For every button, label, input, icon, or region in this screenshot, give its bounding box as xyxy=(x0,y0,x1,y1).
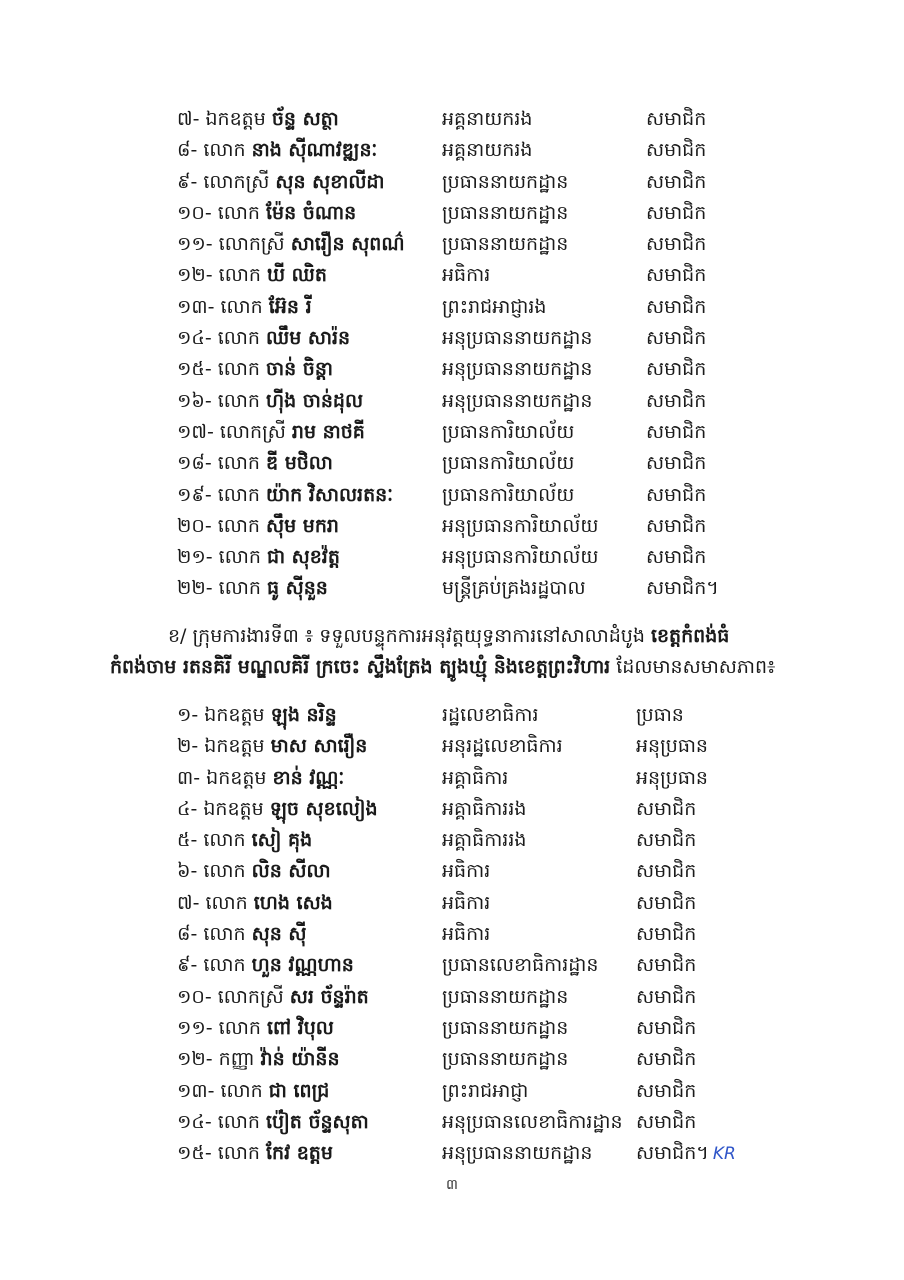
member-name: ឃី ឈិត xyxy=(266,264,327,287)
member-number: ៧- xyxy=(177,891,200,914)
member-role-text: សមាជិក xyxy=(646,233,707,256)
member-title: លោកស្រី xyxy=(219,420,286,443)
member-role-text: សមាជិក xyxy=(646,170,707,193)
member-row xyxy=(0,731,904,762)
member-name-cell xyxy=(177,700,427,731)
member-title: លោកស្រី xyxy=(217,985,284,1008)
member-name-cell xyxy=(177,480,427,511)
member-role-text: សមាជិក xyxy=(636,797,697,820)
member-role-text: សមាជិក xyxy=(646,420,707,443)
member-title: ឯកឧត្តម xyxy=(204,735,265,758)
member-role xyxy=(636,1076,786,1107)
member-title: លោក xyxy=(218,577,261,600)
member-role-text: សមាជិក xyxy=(646,327,707,350)
member-role-text: សមាជិក xyxy=(636,1110,697,1133)
member-name-cell xyxy=(177,825,427,856)
member-name-cell xyxy=(177,731,427,762)
member-row xyxy=(0,950,904,981)
member-row xyxy=(0,260,904,291)
member-role-text: សមាជិក xyxy=(646,108,707,130)
member-name-cell xyxy=(177,542,427,573)
member-name: សៀ គុង xyxy=(251,829,313,852)
member-title: ឯកឧត្តម xyxy=(205,108,266,130)
member-name: ប៉ៀត ច័ន្ទសុតា xyxy=(266,1110,369,1133)
member-role xyxy=(636,919,786,950)
member-role xyxy=(646,198,796,229)
member-name-cell xyxy=(177,354,427,385)
member-name-cell xyxy=(177,1076,427,1107)
member-position: រដ្ឋលេខាធិការ xyxy=(442,704,539,726)
member-number: ១៨- xyxy=(177,452,212,475)
member-list-2 xyxy=(0,700,904,1169)
member-role xyxy=(646,104,796,135)
member-role-text: សមាជិក។ xyxy=(646,577,719,600)
member-name-cell xyxy=(177,511,427,542)
member-position: ប្រធាននាយកដ្ឋាន xyxy=(442,985,569,1008)
member-number: ១៤- xyxy=(177,327,212,350)
member-title: លោក xyxy=(203,923,246,946)
member-name: ជា ពេជ្រ xyxy=(268,1079,330,1102)
member-number: ១- xyxy=(177,704,199,726)
member-name: ម៉ែន ចំណាន xyxy=(266,201,357,224)
member-row xyxy=(0,511,904,542)
member-role xyxy=(636,1107,786,1138)
member-name: ស៊ឹម មករា xyxy=(266,514,339,537)
member-number: ៨- xyxy=(177,139,198,162)
member-row xyxy=(0,794,904,825)
member-title: លោក xyxy=(203,829,246,852)
member-name: សុន ស៊ី xyxy=(251,923,307,946)
member-name: វ៉ាន់ យ៉ានីន xyxy=(260,1048,340,1071)
member-role xyxy=(636,950,786,981)
member-role xyxy=(646,354,796,385)
member-name-cell xyxy=(177,856,427,887)
member-row xyxy=(0,448,904,479)
member-number: ៦- xyxy=(177,860,198,883)
member-title: លោក xyxy=(217,389,260,412)
member-name: សារឿន សុពណ៌ xyxy=(290,233,405,256)
member-name: ជា សុខវ៉ត្ត xyxy=(266,546,340,569)
member-role-text: សមាជិក xyxy=(636,985,697,1008)
member-position: អនុប្រធានការិយាល័យ xyxy=(442,546,599,569)
handwritten-initials: KR xyxy=(712,1144,736,1165)
member-name-cell xyxy=(177,448,427,479)
member-role-text: សមាជិក xyxy=(646,139,707,162)
member-name: ឡុច សុខលៀង xyxy=(269,797,378,820)
member-name: យ៉ាក វិសាលរតនៈ xyxy=(266,483,394,506)
member-row xyxy=(0,1076,904,1107)
member-role-text: សមាជិក xyxy=(646,452,707,475)
member-name: ហ៊ីង ចាន់ដុល xyxy=(266,389,364,412)
member-position: អគ្គាធិការរង xyxy=(442,797,527,820)
member-row xyxy=(0,542,904,573)
member-position: ប្រធាននាយកដ្ឋាន xyxy=(442,201,569,224)
member-number: ១៦- xyxy=(177,389,212,412)
member-name: សរ ច័ន្ទរ៉ាត xyxy=(289,985,369,1008)
member-role xyxy=(636,763,786,794)
member-role xyxy=(646,448,796,479)
member-name-cell xyxy=(177,763,427,794)
member-row xyxy=(0,888,904,919)
member-title: លោក xyxy=(217,1110,260,1133)
member-name-cell xyxy=(177,135,427,166)
member-role xyxy=(646,417,796,448)
member-number: ២១- xyxy=(177,546,213,569)
member-position: អនុប្រធាននាយកដ្ឋាន xyxy=(442,1142,593,1165)
member-name-cell xyxy=(177,573,427,604)
member-title: លោក xyxy=(217,483,260,506)
member-row xyxy=(0,354,904,385)
member-title: ឯកឧត្តម xyxy=(206,766,267,789)
member-role xyxy=(646,323,796,354)
member-name-cell xyxy=(177,198,427,229)
member-number: ២- xyxy=(177,735,199,758)
member-row xyxy=(0,982,904,1013)
member-title: លោក xyxy=(217,452,260,475)
member-role-text: សមាជិក xyxy=(636,1079,697,1102)
member-title: លោក xyxy=(220,295,263,318)
member-role-text: សមាជិក xyxy=(646,389,707,412)
member-name: មាស សារឿន xyxy=(270,735,368,758)
member-title: លោក xyxy=(218,1016,261,1039)
member-position: អធិការ xyxy=(442,891,491,914)
member-title: លោក xyxy=(203,139,246,162)
member-role xyxy=(636,888,786,919)
member-name-cell xyxy=(177,386,427,417)
member-number: ១៤- xyxy=(177,1110,212,1133)
member-role xyxy=(646,542,796,573)
member-role-text: សមាជិក xyxy=(646,358,707,381)
member-title: លោក xyxy=(205,891,248,914)
member-role-text: សមាជិក xyxy=(646,264,707,287)
member-position: មន្ត្រីគ្រប់គ្រងរដ្ឋបាល xyxy=(442,577,586,600)
member-name-cell xyxy=(177,888,427,919)
member-role-text: សមាជិក xyxy=(636,891,697,914)
member-role-text: សមាជិក xyxy=(636,1048,697,1071)
member-name-cell xyxy=(177,229,427,260)
member-position: ប្រធាននាយកដ្ឋាន xyxy=(442,1016,569,1039)
member-role xyxy=(636,794,786,825)
member-name: ពៅ វិបុល xyxy=(266,1016,334,1039)
member-row xyxy=(0,198,904,229)
member-row xyxy=(0,323,904,354)
member-title: ឯកឧត្តម xyxy=(203,797,264,820)
member-row xyxy=(0,856,904,887)
member-number: ២២- xyxy=(177,577,213,600)
member-position: អគ្គនាយករង xyxy=(442,139,533,162)
member-role xyxy=(646,229,796,260)
member-name: សុន សុខាលីដា xyxy=(275,170,385,193)
member-name-cell xyxy=(177,417,427,448)
member-role xyxy=(646,480,796,511)
member-position: ប្រធាននាយកដ្ឋាន xyxy=(442,170,569,193)
member-title: លោកស្រី xyxy=(203,170,270,193)
member-number: ៤- xyxy=(177,797,198,820)
member-number: ១៣- xyxy=(177,295,215,318)
member-name-cell xyxy=(177,260,427,291)
member-name-cell xyxy=(177,950,427,981)
member-position: ព្រះរាជអាជ្ញា xyxy=(442,1079,529,1102)
member-title: លោក xyxy=(217,201,260,224)
member-row xyxy=(0,292,904,323)
section-2-lead: ខ/ ក្រុមការងារទី៣ ៖ ទទួលបន្ទុកការអនុវត្តយុទ្ធនាការនៅសាលាដំបូង xyxy=(168,625,645,647)
member-role-text: សមាជិក xyxy=(646,546,707,569)
member-number: ១១- xyxy=(177,233,213,256)
member-list-1 xyxy=(0,104,904,605)
member-name: ឈឹម សារ៉ន xyxy=(266,327,351,350)
member-role xyxy=(636,1138,786,1170)
member-role xyxy=(636,856,786,887)
member-role xyxy=(646,386,796,417)
member-number: ៨- xyxy=(177,923,198,946)
section-2-tail: ដែលមានសមាសភាព៖ xyxy=(616,656,776,678)
member-number: ១៣- xyxy=(177,1079,215,1102)
member-position: អធិការ xyxy=(442,860,491,883)
member-name-cell xyxy=(177,919,427,950)
member-title: ឯកឧត្តម xyxy=(204,704,265,726)
member-name-cell xyxy=(177,794,427,825)
member-position: អនុប្រធានលេខាធិការដ្ឋាន xyxy=(442,1110,623,1133)
member-name: រាម នាថគី xyxy=(291,420,365,443)
member-title: លោក xyxy=(220,1079,263,1102)
member-role xyxy=(636,825,786,856)
member-name: ចាន់ ចិន្តា xyxy=(266,358,333,381)
member-role-text: សមាជិក xyxy=(636,860,697,883)
member-row xyxy=(0,1107,904,1138)
member-row xyxy=(0,1138,904,1169)
member-position: អនុប្រធាននាយកដ្ឋាន xyxy=(442,358,593,381)
member-row xyxy=(0,167,904,198)
member-name-cell xyxy=(177,104,427,135)
member-title: លោក xyxy=(203,860,246,883)
member-role-text: សមាជិក xyxy=(636,923,697,946)
member-number: ១៩- xyxy=(177,483,212,506)
member-number: ៩- xyxy=(177,954,198,977)
member-role xyxy=(646,167,796,198)
member-role-text: អនុប្រធាន xyxy=(636,766,708,789)
member-position: ប្រធានលេខាធិការដ្ឋាន xyxy=(442,954,599,977)
member-position: អគ្គនាយករង xyxy=(442,108,533,130)
member-title: លោក xyxy=(217,1142,260,1165)
member-role-text: សមាជិក xyxy=(646,514,707,537)
member-role xyxy=(646,260,796,291)
member-title: លោក xyxy=(218,546,261,569)
member-number: ៥- xyxy=(177,829,198,852)
section-2-provinces: ខេត្តកំពង់ធំ កំពង់ចាម រតនគិរី មណ្ឌលគិរី ក្រចេះ ស្ទឹងត្រែង ត្បូងឃ្មុំ និងខេត្តព្រះវិហារ xyxy=(110,625,730,678)
member-position: ប្រធានការិយាល័យ xyxy=(442,483,575,506)
member-role-text: សមាជិក។ xyxy=(636,1142,709,1165)
member-role xyxy=(646,573,796,604)
member-title: លោក xyxy=(217,514,260,537)
member-role xyxy=(636,1013,786,1044)
member-number: ១៥- xyxy=(177,358,212,381)
member-name-cell xyxy=(177,982,427,1013)
member-row xyxy=(0,919,904,950)
member-number: ១៧- xyxy=(177,420,214,443)
member-role xyxy=(646,511,796,542)
member-name: លិន សីលា xyxy=(251,860,331,883)
member-position: ប្រធាននាយកដ្ឋាន xyxy=(442,233,569,256)
member-number: ៩- xyxy=(177,170,198,193)
member-name: អ៊ែន រី xyxy=(268,295,312,318)
member-number: ១០- xyxy=(177,985,212,1008)
member-title: លោក xyxy=(203,954,246,977)
member-role-text: សមាជិក xyxy=(636,954,697,977)
member-role xyxy=(646,292,796,323)
member-row xyxy=(0,573,904,604)
member-position: អគ្គាធិការ xyxy=(442,766,509,789)
member-role-text: សមាជិក xyxy=(646,295,707,318)
member-row xyxy=(0,700,904,731)
member-position: ប្រធានការិយាល័យ xyxy=(442,420,575,443)
member-role-text: សមាជិក xyxy=(636,1016,697,1039)
member-number: ១៥- xyxy=(177,1142,212,1165)
member-role xyxy=(636,1044,786,1075)
member-row xyxy=(0,825,904,856)
member-role xyxy=(636,700,786,731)
member-name: ឌី មថិលា xyxy=(266,452,333,475)
member-row xyxy=(0,1044,904,1075)
member-position: ប្រធានការិយាល័យ xyxy=(442,452,575,475)
member-name-cell xyxy=(177,167,427,198)
member-row xyxy=(0,104,904,135)
member-row xyxy=(0,1013,904,1044)
page-number: ៣ xyxy=(446,1177,458,1193)
member-number: ២០- xyxy=(177,514,212,537)
member-name: ខាន់ វណ្ណៈ xyxy=(272,766,345,789)
member-title: លោក xyxy=(217,358,260,381)
member-name-cell xyxy=(177,323,427,354)
member-position: អធិការ xyxy=(442,923,491,946)
member-number: ៣- xyxy=(177,766,201,789)
member-name: កែវ ឧត្តម xyxy=(266,1142,333,1165)
member-title: លោក xyxy=(217,327,260,350)
member-row xyxy=(0,229,904,260)
member-row xyxy=(0,480,904,511)
member-position: អនុរដ្ឋលេខាធិការ xyxy=(442,735,563,758)
member-row xyxy=(0,386,904,417)
member-row xyxy=(0,417,904,448)
member-name: នាង ស៊ីណាវឌ្ឍនៈ xyxy=(251,139,378,162)
member-name-cell xyxy=(177,1107,427,1138)
member-title: កញ្ញា xyxy=(218,1048,255,1071)
member-position: អនុប្រធានការិយាល័យ xyxy=(442,514,599,537)
member-name-cell xyxy=(177,1138,427,1169)
member-role-text: អនុប្រធាន xyxy=(636,735,708,758)
member-role xyxy=(646,135,796,166)
member-position: អនុប្រធាននាយកដ្ឋាន xyxy=(442,327,593,350)
member-number: ១១- xyxy=(177,1016,213,1039)
member-role-text: ប្រធាន xyxy=(636,704,684,726)
member-row xyxy=(0,135,904,166)
member-name: ធូ ស៊ីនួន xyxy=(266,577,328,600)
member-role-text: សមាជិក xyxy=(636,829,697,852)
member-name: ច័ន្ទ សត្ថា xyxy=(271,108,339,130)
member-role xyxy=(636,982,786,1013)
member-row xyxy=(0,763,904,794)
member-title: លោក xyxy=(218,264,261,287)
member-number: ៧- xyxy=(177,108,200,130)
member-position: អនុប្រធាននាយកដ្ឋាន xyxy=(442,389,593,412)
member-name: ឡុង នរិន្ទ xyxy=(270,704,337,726)
member-position: អគ្គាធិការរង xyxy=(442,829,527,852)
member-number: ១០- xyxy=(177,201,212,224)
member-name: ហេង សេង xyxy=(253,891,333,914)
member-title: លោកស្រី xyxy=(218,233,285,256)
member-position: ព្រះរាជអាជ្ញារង xyxy=(442,295,547,318)
member-name-cell xyxy=(177,1013,427,1044)
member-number: ១២- xyxy=(177,264,213,287)
member-name-cell xyxy=(177,292,427,323)
member-name: ហួន វណ្ណហាន xyxy=(251,954,354,977)
member-role-text: សមាជិក xyxy=(646,483,707,506)
member-role xyxy=(636,731,786,762)
member-position: ប្រធាននាយកដ្ឋាន xyxy=(442,1048,569,1071)
member-name-cell xyxy=(177,1044,427,1075)
section-2-paragraph xyxy=(110,621,800,683)
member-role-text: សមាជិក xyxy=(646,201,707,224)
member-position: អធិការ xyxy=(442,264,491,287)
member-number: ១២- xyxy=(177,1048,213,1071)
